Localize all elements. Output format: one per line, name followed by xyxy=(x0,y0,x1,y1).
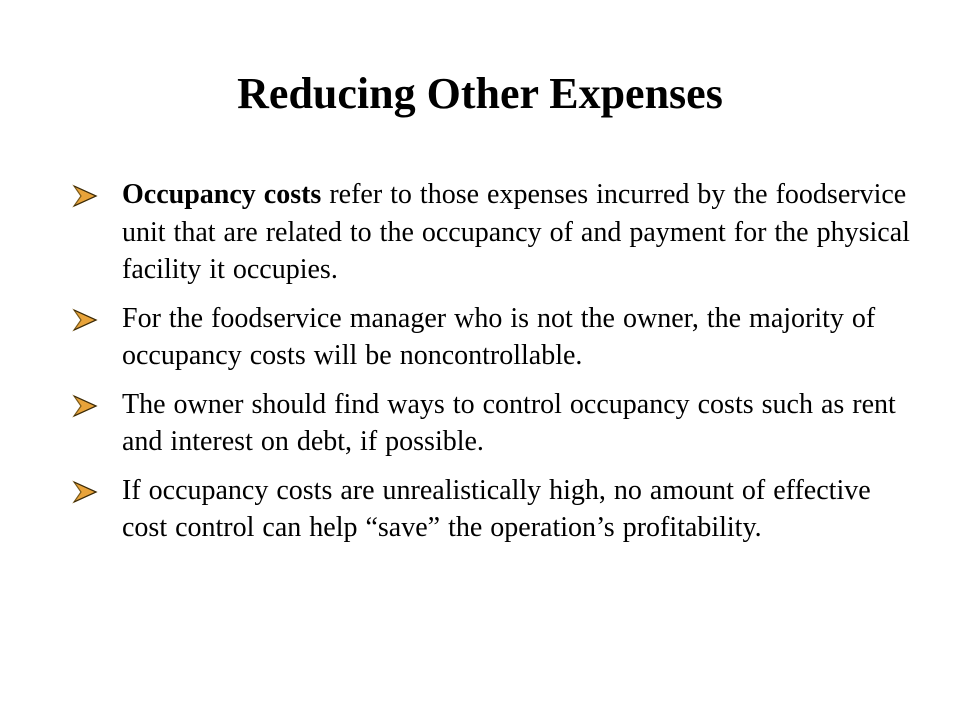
bullet-body: If occupancy costs are unrealistically high, no amount of effective cost control can help “save” the operation’s profitability. xyxy=(122,474,871,543)
arrowhead-bullet-icon xyxy=(72,308,98,332)
bullet-item xyxy=(74,472,914,547)
bullet-text xyxy=(122,475,871,544)
arrowhead-bullet-icon xyxy=(72,184,98,208)
arrowhead-bullet-icon xyxy=(72,480,98,504)
bullet-list xyxy=(74,176,914,558)
arrowhead-bullet-icon xyxy=(72,394,98,418)
bullet-item xyxy=(74,300,914,375)
bullet-text xyxy=(122,303,875,372)
bullet-text xyxy=(122,179,910,285)
bullet-item xyxy=(74,176,914,289)
bullet-bold-lead: Occupancy costs xyxy=(122,179,322,210)
bullet-body: For the foodservice manager who is not the owner, the majority of occupancy costs will be noncontrollable. xyxy=(122,302,876,371)
bullet-body: refer to those expenses incurred by the foodservice unit that are related to the occupancy of and payment for the physical facility it occupies. xyxy=(122,179,910,285)
bullet-body: The owner should find ways to control occupancy costs such as rent and interest on debt, if possible. xyxy=(122,388,896,457)
bullet-text xyxy=(122,389,896,458)
bullet-item xyxy=(74,386,914,461)
slide-title: Reducing Other Expenses xyxy=(237,69,723,118)
